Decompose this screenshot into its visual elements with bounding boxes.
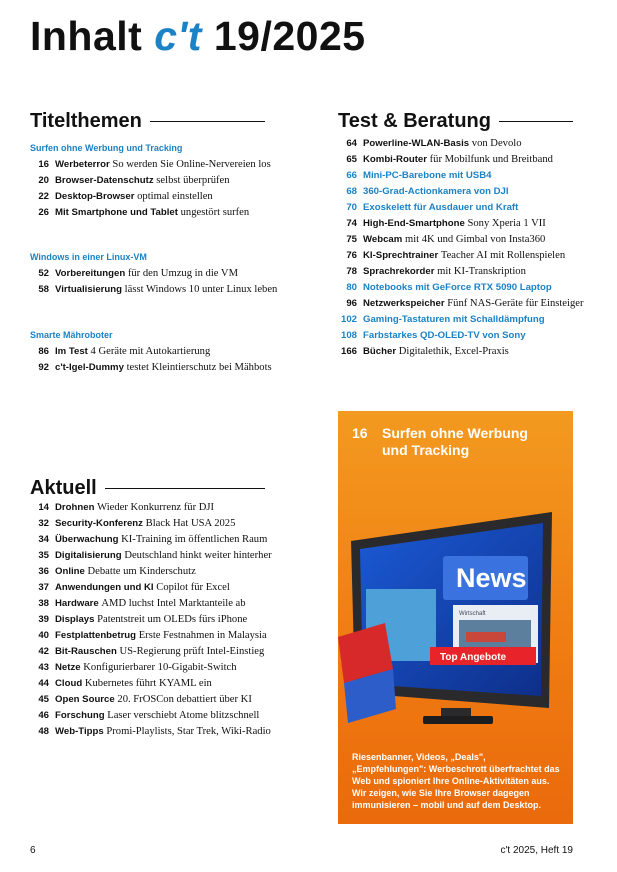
toc-description: Kubernetes führt KYAML ein bbox=[84, 678, 212, 689]
toc-page-number: 78 bbox=[346, 266, 357, 277]
toc-entry[interactable] bbox=[30, 708, 259, 724]
toc-description: ungestört surfen bbox=[180, 207, 250, 218]
cover-teaser[interactable] bbox=[338, 411, 573, 824]
toc-keyword: Hardware bbox=[55, 598, 99, 609]
news-word: News bbox=[456, 563, 527, 593]
title-issue: 19/2025 bbox=[213, 13, 366, 59]
toc-page-number: 35 bbox=[38, 550, 49, 561]
toc-page-number: 22 bbox=[38, 191, 49, 202]
toc-description: Patentstreit um OLEDs fürs iPhone bbox=[97, 614, 248, 625]
page-title bbox=[30, 13, 366, 59]
toc-page-number: 26 bbox=[38, 207, 49, 218]
title-word: Inhalt bbox=[30, 13, 143, 59]
toc-keyword: Forschung bbox=[55, 710, 105, 721]
toc-keyword: Exoskelett für Ausdauer und Kraft bbox=[363, 202, 519, 213]
toc-entry[interactable] bbox=[338, 280, 552, 296]
ship-shape bbox=[466, 632, 506, 642]
toc-page-number: 70 bbox=[346, 202, 357, 213]
toc-entry[interactable] bbox=[338, 312, 545, 328]
toc-description: mit KI-Transkription bbox=[437, 266, 526, 277]
toc-keyword: Im Test bbox=[55, 346, 88, 357]
toc-entry[interactable] bbox=[30, 344, 210, 360]
toc-page-number: 66 bbox=[346, 170, 357, 181]
toc-description: Laser verschiebt Atome blitzschnell bbox=[107, 710, 260, 721]
toc-entry[interactable] bbox=[338, 344, 509, 360]
toc-entry[interactable] bbox=[30, 660, 237, 676]
teaser-title: Surfen ohne Werbung und Tracking bbox=[382, 425, 528, 458]
toc-keyword: Cloud bbox=[55, 678, 83, 689]
toc-entry[interactable] bbox=[338, 264, 526, 280]
toc-entry[interactable] bbox=[30, 157, 271, 173]
toc-description: testet Kleintierschutz bei Mähbots bbox=[126, 362, 272, 373]
toc-page-number: 32 bbox=[38, 518, 49, 529]
toc-entry[interactable] bbox=[30, 360, 272, 376]
toc-description: AMD luchst Intel Marktanteile ab bbox=[101, 598, 246, 609]
toc-keyword: Werbeterror bbox=[55, 159, 110, 170]
toc-entry[interactable] bbox=[338, 296, 583, 312]
toc-keyword: Virtualisierung bbox=[55, 284, 122, 295]
toc-keyword: Sprachrekorder bbox=[363, 266, 435, 277]
toc-description: optimal einstellen bbox=[137, 191, 213, 202]
toc-page-number: 39 bbox=[38, 614, 49, 625]
section-rule bbox=[499, 121, 573, 122]
toc-page-number: 166 bbox=[340, 346, 357, 357]
toc-keyword: 360-Grad-Actionkamera von DJI bbox=[363, 186, 509, 197]
toc-keyword: Überwachung bbox=[55, 534, 119, 545]
toc-page-number: 64 bbox=[346, 138, 357, 149]
toc-page-number: 86 bbox=[38, 346, 49, 357]
toc-entry[interactable] bbox=[30, 724, 271, 740]
toc-page-number: 37 bbox=[38, 582, 49, 593]
toc-page-number: 40 bbox=[38, 630, 49, 641]
toc-page-number: 52 bbox=[38, 268, 49, 279]
section-rule bbox=[105, 488, 265, 489]
toc-keyword: Anwendungen und KI bbox=[55, 582, 154, 593]
toc-keyword: Netze bbox=[55, 662, 81, 673]
toc-page-number: 92 bbox=[38, 362, 49, 373]
toc-page-number: 14 bbox=[38, 502, 49, 513]
toc-keyword: Open Source bbox=[55, 694, 115, 705]
toc-entry[interactable] bbox=[30, 282, 277, 298]
toc-entry[interactable] bbox=[338, 184, 509, 200]
toc-keyword: Bücher bbox=[363, 346, 397, 357]
toc-entry[interactable] bbox=[30, 500, 214, 516]
category-heading: Surfen ohne Werbung und Tracking bbox=[30, 143, 183, 153]
toc-description: mit 4K und Gimbal von Insta360 bbox=[404, 234, 546, 245]
toc-entry[interactable] bbox=[338, 152, 553, 168]
toc-page-number: 80 bbox=[346, 282, 357, 293]
toc-entry[interactable] bbox=[30, 628, 267, 644]
toc-page-number: 44 bbox=[38, 678, 49, 689]
category-heading: Windows in einer Linux-VM bbox=[30, 252, 147, 262]
toc-page-number: 43 bbox=[38, 662, 49, 673]
toc-entry[interactable] bbox=[30, 189, 213, 205]
section-test-beratung: Test & Beratung bbox=[338, 110, 573, 133]
section-rule bbox=[150, 121, 265, 122]
toc-page-number: 76 bbox=[346, 250, 357, 261]
toc-keyword: Bit-Rauschen bbox=[55, 646, 117, 657]
toc-entry[interactable] bbox=[338, 248, 565, 264]
toc-page-number: 20 bbox=[38, 175, 49, 186]
toc-description: Fünf NAS-Geräte für Einsteiger bbox=[447, 298, 584, 309]
toc-page-number: 46 bbox=[38, 710, 49, 721]
toc-description: Digitalethik, Excel-Praxis bbox=[398, 346, 509, 357]
toc-description: selbst überprüfen bbox=[156, 175, 230, 186]
toc-page-number: 42 bbox=[38, 646, 49, 657]
toc-description: 20. FrOSCon debattiert über KI bbox=[117, 694, 252, 705]
toc-description: Promi-Playlists, Star Trek, Wiki-Radio bbox=[106, 726, 271, 737]
category-heading: Smarte Mähroboter bbox=[30, 330, 113, 340]
toc-page-number: 38 bbox=[38, 598, 49, 609]
toc-page-number: 48 bbox=[38, 726, 49, 737]
toc-page-number: 96 bbox=[346, 298, 357, 309]
toc-entry[interactable] bbox=[30, 692, 252, 708]
toc-page-number: 68 bbox=[346, 186, 357, 197]
toc-page-number: 58 bbox=[38, 284, 49, 295]
toc-description: lässt Windows 10 unter Linux leben bbox=[124, 284, 278, 295]
toc-description: US-Regierung prüft Intel-Einstieg bbox=[119, 646, 265, 657]
article-category: Wirtschaft bbox=[459, 611, 486, 617]
toc-entry[interactable] bbox=[338, 216, 546, 232]
section-titelthemen: Titelthemen bbox=[30, 110, 265, 133]
toc-keyword: Browser-Datenschutz bbox=[55, 175, 154, 186]
toc-keyword: Powerline-WLAN-Basis bbox=[363, 138, 470, 149]
toc-entry[interactable] bbox=[30, 580, 230, 596]
toc-entry[interactable] bbox=[30, 596, 246, 612]
monitor-foot bbox=[423, 716, 493, 724]
page-number: 6 bbox=[30, 845, 36, 856]
toc-page-number: 45 bbox=[38, 694, 49, 705]
toc-entry[interactable] bbox=[30, 516, 235, 532]
toc-page-number: 102 bbox=[340, 314, 357, 325]
toc-entry[interactable] bbox=[338, 328, 526, 344]
toc-entry[interactable] bbox=[338, 232, 545, 248]
toc-entry[interactable] bbox=[30, 676, 212, 692]
toc-description: Black Hat USA 2025 bbox=[145, 518, 236, 529]
toc-page-number: 34 bbox=[38, 534, 49, 545]
toc-keyword: Web-Tipps bbox=[55, 726, 104, 737]
ad-banner-text: Top Angebote bbox=[440, 652, 507, 663]
toc-description: KI-Training im öffentlichen Raum bbox=[121, 534, 268, 545]
toc-entry[interactable] bbox=[338, 136, 522, 152]
toc-keyword: Mini-PC-Barebone mit USB4 bbox=[363, 170, 492, 181]
toc-keyword: Displays bbox=[55, 614, 95, 625]
toc-entry[interactable] bbox=[30, 548, 272, 564]
toc-description: für den Umzug in die VM bbox=[127, 268, 238, 279]
toc-entry[interactable] bbox=[30, 564, 196, 580]
toc-description: Erste Festnahmen in Malaysia bbox=[138, 630, 267, 641]
toc-keyword: Kombi-Router bbox=[363, 154, 427, 165]
toc-description: für Mobilfunk und Breitband bbox=[429, 154, 553, 165]
toc-description: Copilot für Excel bbox=[156, 582, 230, 593]
issue-label: c't 2025, Heft 19 bbox=[500, 845, 573, 856]
toc-description: 4 Geräte mit Autokartierung bbox=[90, 346, 211, 357]
toc-entry[interactable] bbox=[30, 173, 230, 189]
toc-keyword: High-End-Smartphone bbox=[363, 218, 465, 229]
toc-keyword: Farbstarkes QD-OLED-TV von Sony bbox=[363, 330, 526, 341]
toc-page-number: 75 bbox=[346, 234, 357, 245]
toc-entry[interactable] bbox=[30, 266, 238, 282]
toc-entry[interactable] bbox=[338, 168, 491, 184]
toc-keyword: Notebooks mit GeForce RTX 5090 Laptop bbox=[363, 282, 552, 293]
toc-page-number: 65 bbox=[346, 154, 357, 165]
toc-description: Teacher AI mit Rollenspielen bbox=[440, 250, 566, 261]
section-aktuell: Aktuell bbox=[30, 477, 265, 500]
toc-keyword: Online bbox=[55, 566, 85, 577]
toc-keyword: Vorbereitungen bbox=[55, 268, 126, 279]
toc-keyword: Gaming-Tastaturen mit Schalldämpfung bbox=[363, 314, 545, 325]
toc-page-number: 74 bbox=[346, 218, 357, 229]
toc-description: Wieder Konkurrenz für DJI bbox=[97, 502, 215, 513]
ct-logo: c't bbox=[154, 13, 202, 59]
toc-keyword: c't-Igel-Dummy bbox=[55, 362, 124, 373]
toc-keyword: Desktop-Browser bbox=[55, 191, 135, 202]
toc-description: So werden Sie Online-Nervereien los bbox=[112, 159, 271, 170]
toc-description: Debatte um Kinderschutz bbox=[87, 566, 196, 577]
toc-page-number: 108 bbox=[340, 330, 357, 341]
toc-keyword: Digitalisierung bbox=[55, 550, 122, 561]
toc-entry[interactable] bbox=[30, 532, 267, 548]
toc-keyword: KI-Sprechtrainer bbox=[363, 250, 439, 261]
teaser-body: Riesenbanner, Videos, „Deals", „Empfehlungen": Werbeschrott überfrachtet das Web und spioniert Ihre Online-Aktivitäten aus. Wir zeigen, wie Sie Ihre Browser dagegen immunisieren – mobil und auf dem Desktop. bbox=[352, 752, 560, 810]
toc-entry[interactable] bbox=[30, 644, 264, 660]
toc-page-number: 36 bbox=[38, 566, 49, 577]
teaser-page-number: 16 bbox=[352, 425, 368, 441]
toc-description: von Devolo bbox=[471, 138, 522, 149]
toc-keyword: Drohnen bbox=[55, 502, 95, 513]
toc-entry[interactable] bbox=[30, 205, 249, 221]
toc-description: Konfigurierbarer 10-Gigabit-Switch bbox=[83, 662, 237, 673]
toc-entry[interactable] bbox=[338, 200, 518, 216]
toc-page-number: 16 bbox=[38, 159, 49, 170]
toc-keyword: Festplattenbetrug bbox=[55, 630, 137, 641]
toc-description: Sony Xperia 1 VII bbox=[467, 218, 546, 229]
toc-entry[interactable] bbox=[30, 612, 247, 628]
toc-keyword: Netzwerkspeicher bbox=[363, 298, 445, 309]
toc-description: Deutschland hinkt weiter hinterher bbox=[124, 550, 272, 561]
toc-keyword: Webcam bbox=[363, 234, 403, 245]
toc-keyword: Security-Konferenz bbox=[55, 518, 143, 529]
toc-keyword: Mit Smartphone und Tablet bbox=[55, 207, 178, 218]
